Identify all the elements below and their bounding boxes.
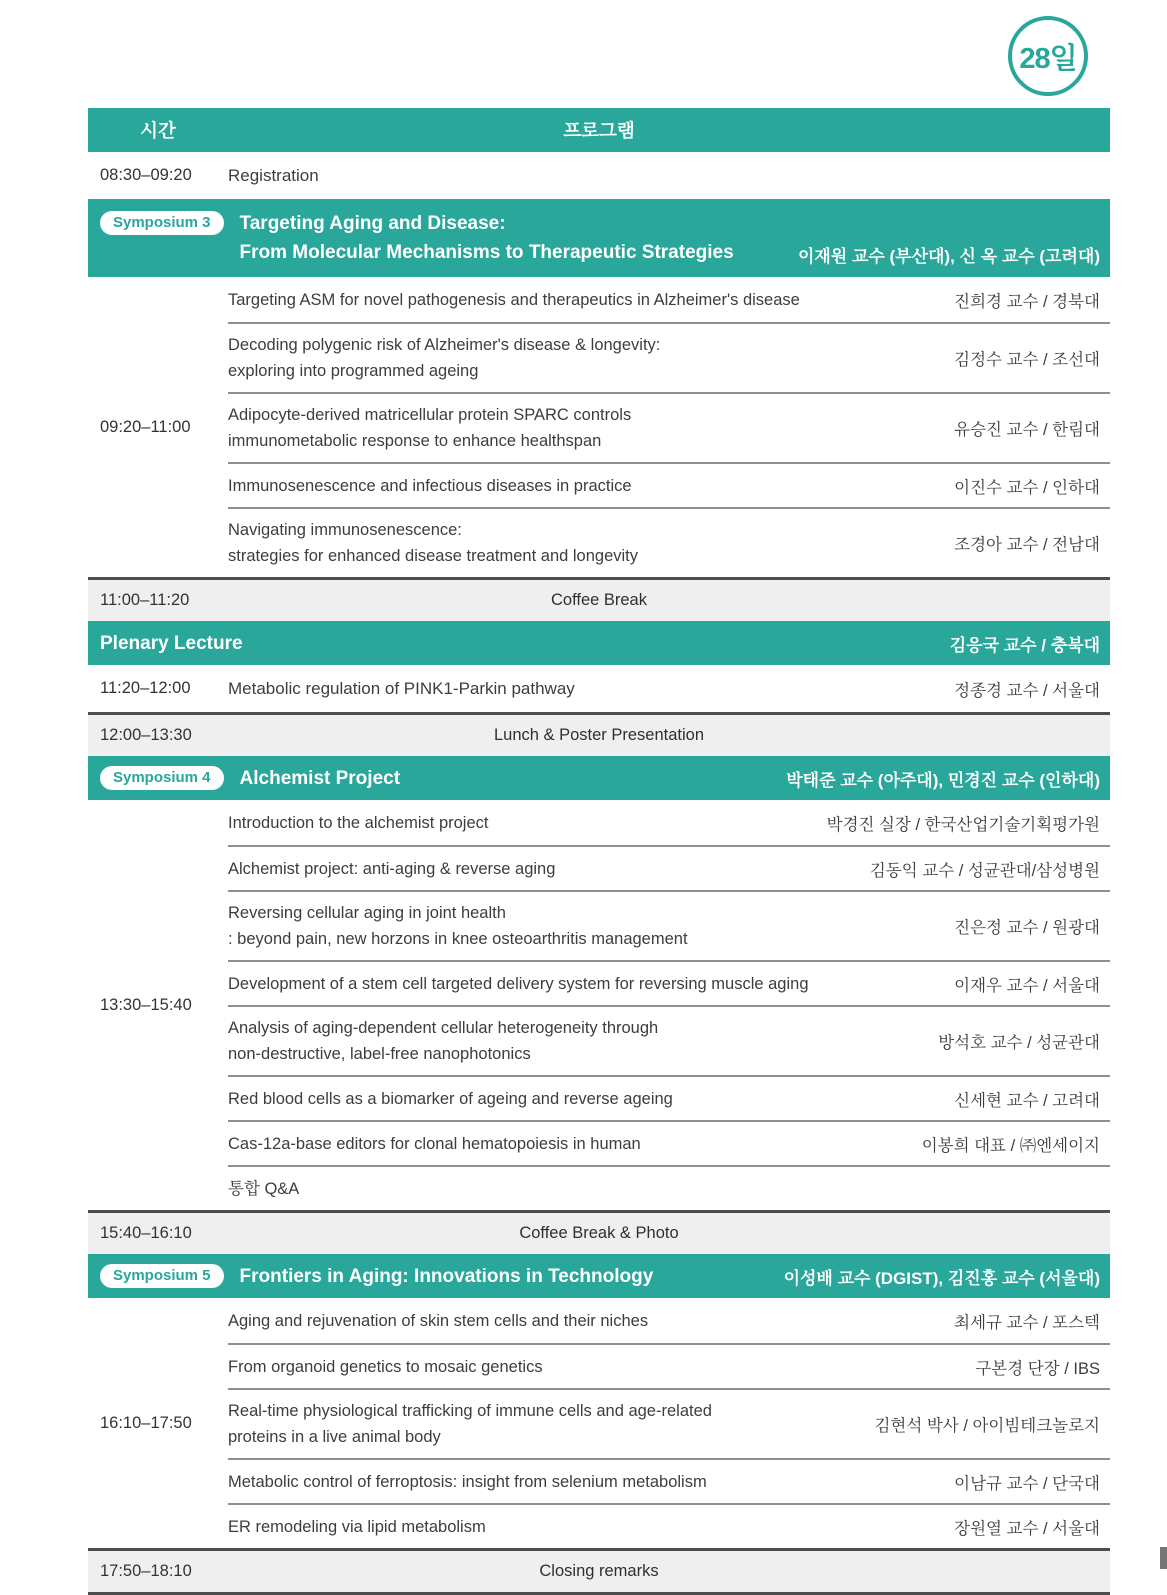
sessions-list [228, 277, 1110, 577]
session-title: Navigating immunosenescence: strategies for enhanced disease treatment and longevity [228, 521, 639, 565]
break-label: Coffee Break [550, 591, 647, 609]
session-title: Aging and rejuvenation of skin stem cells and their niches [228, 1311, 649, 1330]
day-badge-label: 28일 [1019, 42, 1077, 75]
session-title: Reversing cellular aging in joint health : beyond pain, new horzons in knee osteoarthritis management [228, 904, 688, 948]
session-title: Alchemist project: anti-aging & reverse aging [228, 859, 556, 878]
session-title: Metabolic control of ferroptosis: insight from selenium metabolism [228, 1472, 707, 1491]
session-speaker: 방석호 교수 / 성균관대 [938, 1034, 1100, 1052]
scrollbar-thumb[interactable] [1160, 1547, 1167, 1569]
session-speaker: 김동익 교수 / 성균관대/삼성병원 [869, 861, 1100, 880]
time-slot: 16:10–17:50 [100, 1413, 192, 1432]
program-table [88, 108, 1110, 1595]
symposium-header-bar [88, 756, 1110, 800]
session-row [228, 845, 1110, 890]
session-row [228, 507, 1110, 577]
session-row [228, 1298, 1110, 1343]
session-speaker: 김정수 교수 / 조선대 [954, 351, 1100, 369]
time-slot: 15:40–16:10 [100, 1224, 192, 1242]
session-row [228, 1388, 1110, 1458]
day-badge [1008, 16, 1088, 96]
time-column-header: 시간 [140, 120, 176, 141]
session-title: Red blood cells as a biomarker of ageing and reverse ageing [228, 1089, 673, 1108]
event-title: Registration [228, 165, 319, 185]
session-title: Introduction to the alchemist project [228, 813, 489, 832]
session-row [228, 1005, 1110, 1075]
session-title: Targeting ASM for novel pathogenesis and therapeutics in Alzheimer's disease [228, 290, 800, 309]
schedule-row-break [88, 1548, 1110, 1595]
session-row [228, 800, 1110, 845]
break-label: Coffee Break & Photo [519, 1224, 679, 1242]
schedule-row-sessions [88, 800, 1110, 1210]
sessions-list [228, 800, 1110, 1210]
session-title: Adipocyte-derived matricellular protein SPARC controls immunometabolic response to enhance healthspan [228, 406, 632, 450]
session-speaker: 신세현 교수 / 고려대 [954, 1091, 1100, 1110]
symposium-badge: Symposium 4 [100, 766, 224, 790]
session-chairs: 박태준 교수 (아주대), 민경진 교수 (인하대) [786, 770, 1100, 790]
session-chairs: 이재원 교수 (부산대), 신 옥 교수 (고려대) [797, 247, 1100, 266]
symposium-title: Alchemist Project [239, 767, 401, 789]
schedule-row-sessions [88, 277, 1110, 577]
session-speaker: 박경진 실장 / 한국산업기술기획평가원 [826, 815, 1100, 834]
symposium-title: Targeting Aging and Disease: From Molecular Mechanisms to Therapeutic Strategies [239, 213, 734, 263]
schedule-row-sessions [88, 1298, 1110, 1548]
symposium-title: Frontiers in Aging: Innovations in Technology [239, 1265, 654, 1287]
time-slot: 13:30–15:40 [100, 995, 192, 1014]
session-title: 통합 Q&A [228, 1179, 300, 1198]
session-title: Real-time physiological trafficking of immune cells and age-related proteins in a live animal body [228, 1402, 712, 1446]
schedule-row-break [88, 577, 1110, 621]
session-row [228, 1120, 1110, 1165]
symposium-badge: Symposium 5 [100, 1264, 224, 1288]
session-speaker: 최세규 교수 / 포스텍 [954, 1313, 1100, 1332]
time-slot: 12:00–13:30 [100, 726, 192, 744]
break-label: Lunch & Poster Presentation [493, 726, 705, 744]
session-row [228, 1458, 1110, 1503]
schedule-body [88, 152, 1110, 1595]
time-slot: 08:30–09:20 [100, 166, 192, 184]
session-title: Analysis of aging-dependent cellular heterogeneity through non-destructive, label-free nanophotonics [228, 1019, 659, 1063]
plenary-header-bar [88, 621, 1110, 665]
session-title: Decoding polygenic risk of Alzheimer's disease & longevity: exploring into programmed ageing [228, 336, 661, 380]
session-row [228, 1165, 1110, 1210]
session-speaker: 진희경 교수 / 경북대 [954, 292, 1100, 311]
session-title: Development of a stem cell targeted delivery system for reversing muscle aging [228, 974, 809, 993]
time-slot: 17:50–18:10 [100, 1562, 192, 1580]
program-column-header: 프로그램 [563, 120, 635, 141]
session-row [228, 1343, 1110, 1388]
session-chairs: 김응국 교수 / 충북대 [949, 635, 1100, 655]
session-title: Immunosenescence and infectious diseases in practice [228, 476, 632, 495]
session-speaker: 유승진 교수 / 한림대 [954, 421, 1100, 439]
session-row [228, 1075, 1110, 1120]
symposium-header-bar [88, 1254, 1110, 1298]
session-speaker: 이남규 교수 / 단국대 [954, 1474, 1100, 1493]
schedule-row-simple [88, 152, 1110, 199]
session-row [228, 960, 1110, 1005]
time-slot: 11:00–11:20 [100, 591, 190, 609]
time-slot: 09:20–11:00 [100, 417, 191, 436]
session-row [228, 277, 1110, 322]
session-speaker: 이봉희 대표 / ㈜엔세이지 [921, 1136, 1100, 1155]
table-header-row [88, 108, 1110, 152]
session-row [228, 322, 1110, 392]
break-label: Closing remarks [539, 1562, 659, 1580]
event-title: Metabolic regulation of PINK1-Parkin pathway [228, 678, 575, 698]
session-speaker: 이진수 교수 / 인하대 [954, 478, 1100, 497]
session-row [228, 392, 1110, 462]
time-slot: 11:20–12:00 [100, 679, 191, 697]
plenary-title: Plenary Lecture [100, 632, 243, 654]
session-title: ER remodeling via lipid metabolism [228, 1517, 486, 1536]
session-speaker: 조경아 교수 / 전남대 [954, 536, 1100, 554]
session-row [228, 1503, 1110, 1548]
session-chairs: 이성배 교수 (DGIST), 김진홍 교수 (서울대) [783, 1268, 1100, 1288]
symposium-badge: Symposium 3 [100, 211, 224, 235]
session-title: From organoid genetics to mosaic genetics [228, 1357, 543, 1376]
event-speaker: 정종경 교수 / 서울대 [954, 681, 1100, 700]
schedule-row-break [88, 1210, 1110, 1254]
schedule-row-break [88, 712, 1110, 756]
session-speaker: 구본경 단장 / IBS [975, 1359, 1100, 1378]
symposium-header-bar [88, 199, 1110, 277]
session-title: Cas-12a-base editors for clonal hematopoiesis in human [228, 1134, 641, 1153]
session-row [228, 890, 1110, 960]
session-speaker: 이재우 교수 / 서울대 [954, 976, 1100, 995]
session-row [228, 462, 1110, 507]
sessions-list [228, 1298, 1110, 1548]
session-speaker: 장원열 교수 / 서울대 [954, 1519, 1100, 1538]
session-speaker: 진은정 교수 / 원광대 [954, 919, 1100, 937]
session-speaker: 김현석 박사 / 아이빔테크놀로지 [874, 1417, 1100, 1435]
schedule-row-simple [88, 665, 1110, 712]
